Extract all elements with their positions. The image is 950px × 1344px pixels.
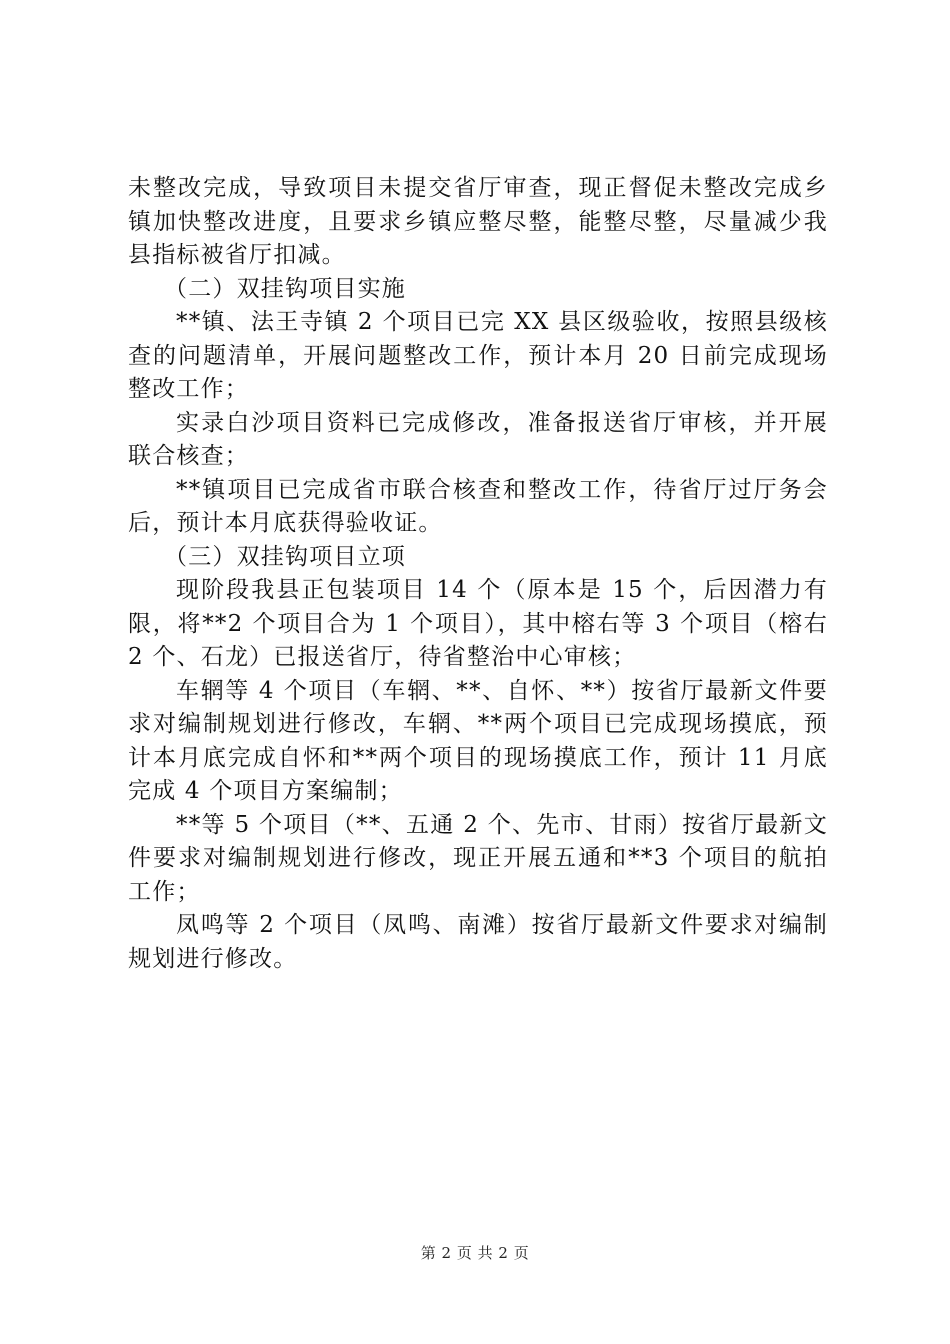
paragraph-packaging: 现阶段我县正包装项目 14 个（原本是 15 个，后因潜力有限，将**2 个项目合为 1 个项目），其中榕右等 3 个项目（榕右 2 个、石龙）已报送省厅，待省整治中心审核； (128, 577, 828, 670)
paragraph-continuation: 未整改完成，导致项目未提交省厅审查，现正督促未整改完成乡镇加快整改进度，且要求乡镇应整尽整，能整尽整，尽量减少我县指标被省厅扣减。 (128, 175, 828, 268)
paragraph-wutong: **等 5 个项目（**、五通 2 个、先市、甘雨）按省厅最新文件要求对编制规划进行修改，现正开展五通和**3 个项目的航拍工作； (128, 811, 828, 905)
page-footer: 第 2 页 共 2 页 (420, 1244, 530, 1262)
document-body (128, 172, 828, 976)
section-heading-implementation: （二）双挂钩项目实施 (164, 275, 406, 302)
paragraph-acceptance: **镇、法王寺镇 2 个项目已完 XX 县区级验收，按照县级核查的问题清单，开展问题整改工作，预计本月 20 日前完成现场整改工作； (128, 309, 828, 402)
paragraph-fengming: 凤鸣等 2 个项目（凤鸣、南滩）按省厅最新文件要求对编制规划进行修改。 (128, 912, 828, 972)
paragraph-chewang: 车辋等 4 个项目（车辋、**、自怀、**）按省厅最新文件要求对编制规划进行修改，车辋、**两个项目已完成现场摸底，预计本月底完成自怀和**两个项目的现场摸底工作，预计 11 月底完成 4 个项目方案编制； (128, 677, 828, 804)
section-heading-approval: （三）双挂钩项目立项 (164, 543, 406, 570)
paragraph-baisha: 实录白沙项目资料已完成修改，准备报送省厅审核，并开展联合核查； (128, 409, 828, 469)
paragraph-joint-review: **镇项目已完成省市联合核查和整改工作，待省厅过厅务会后，预计本月底获得验收证。 (128, 476, 828, 536)
